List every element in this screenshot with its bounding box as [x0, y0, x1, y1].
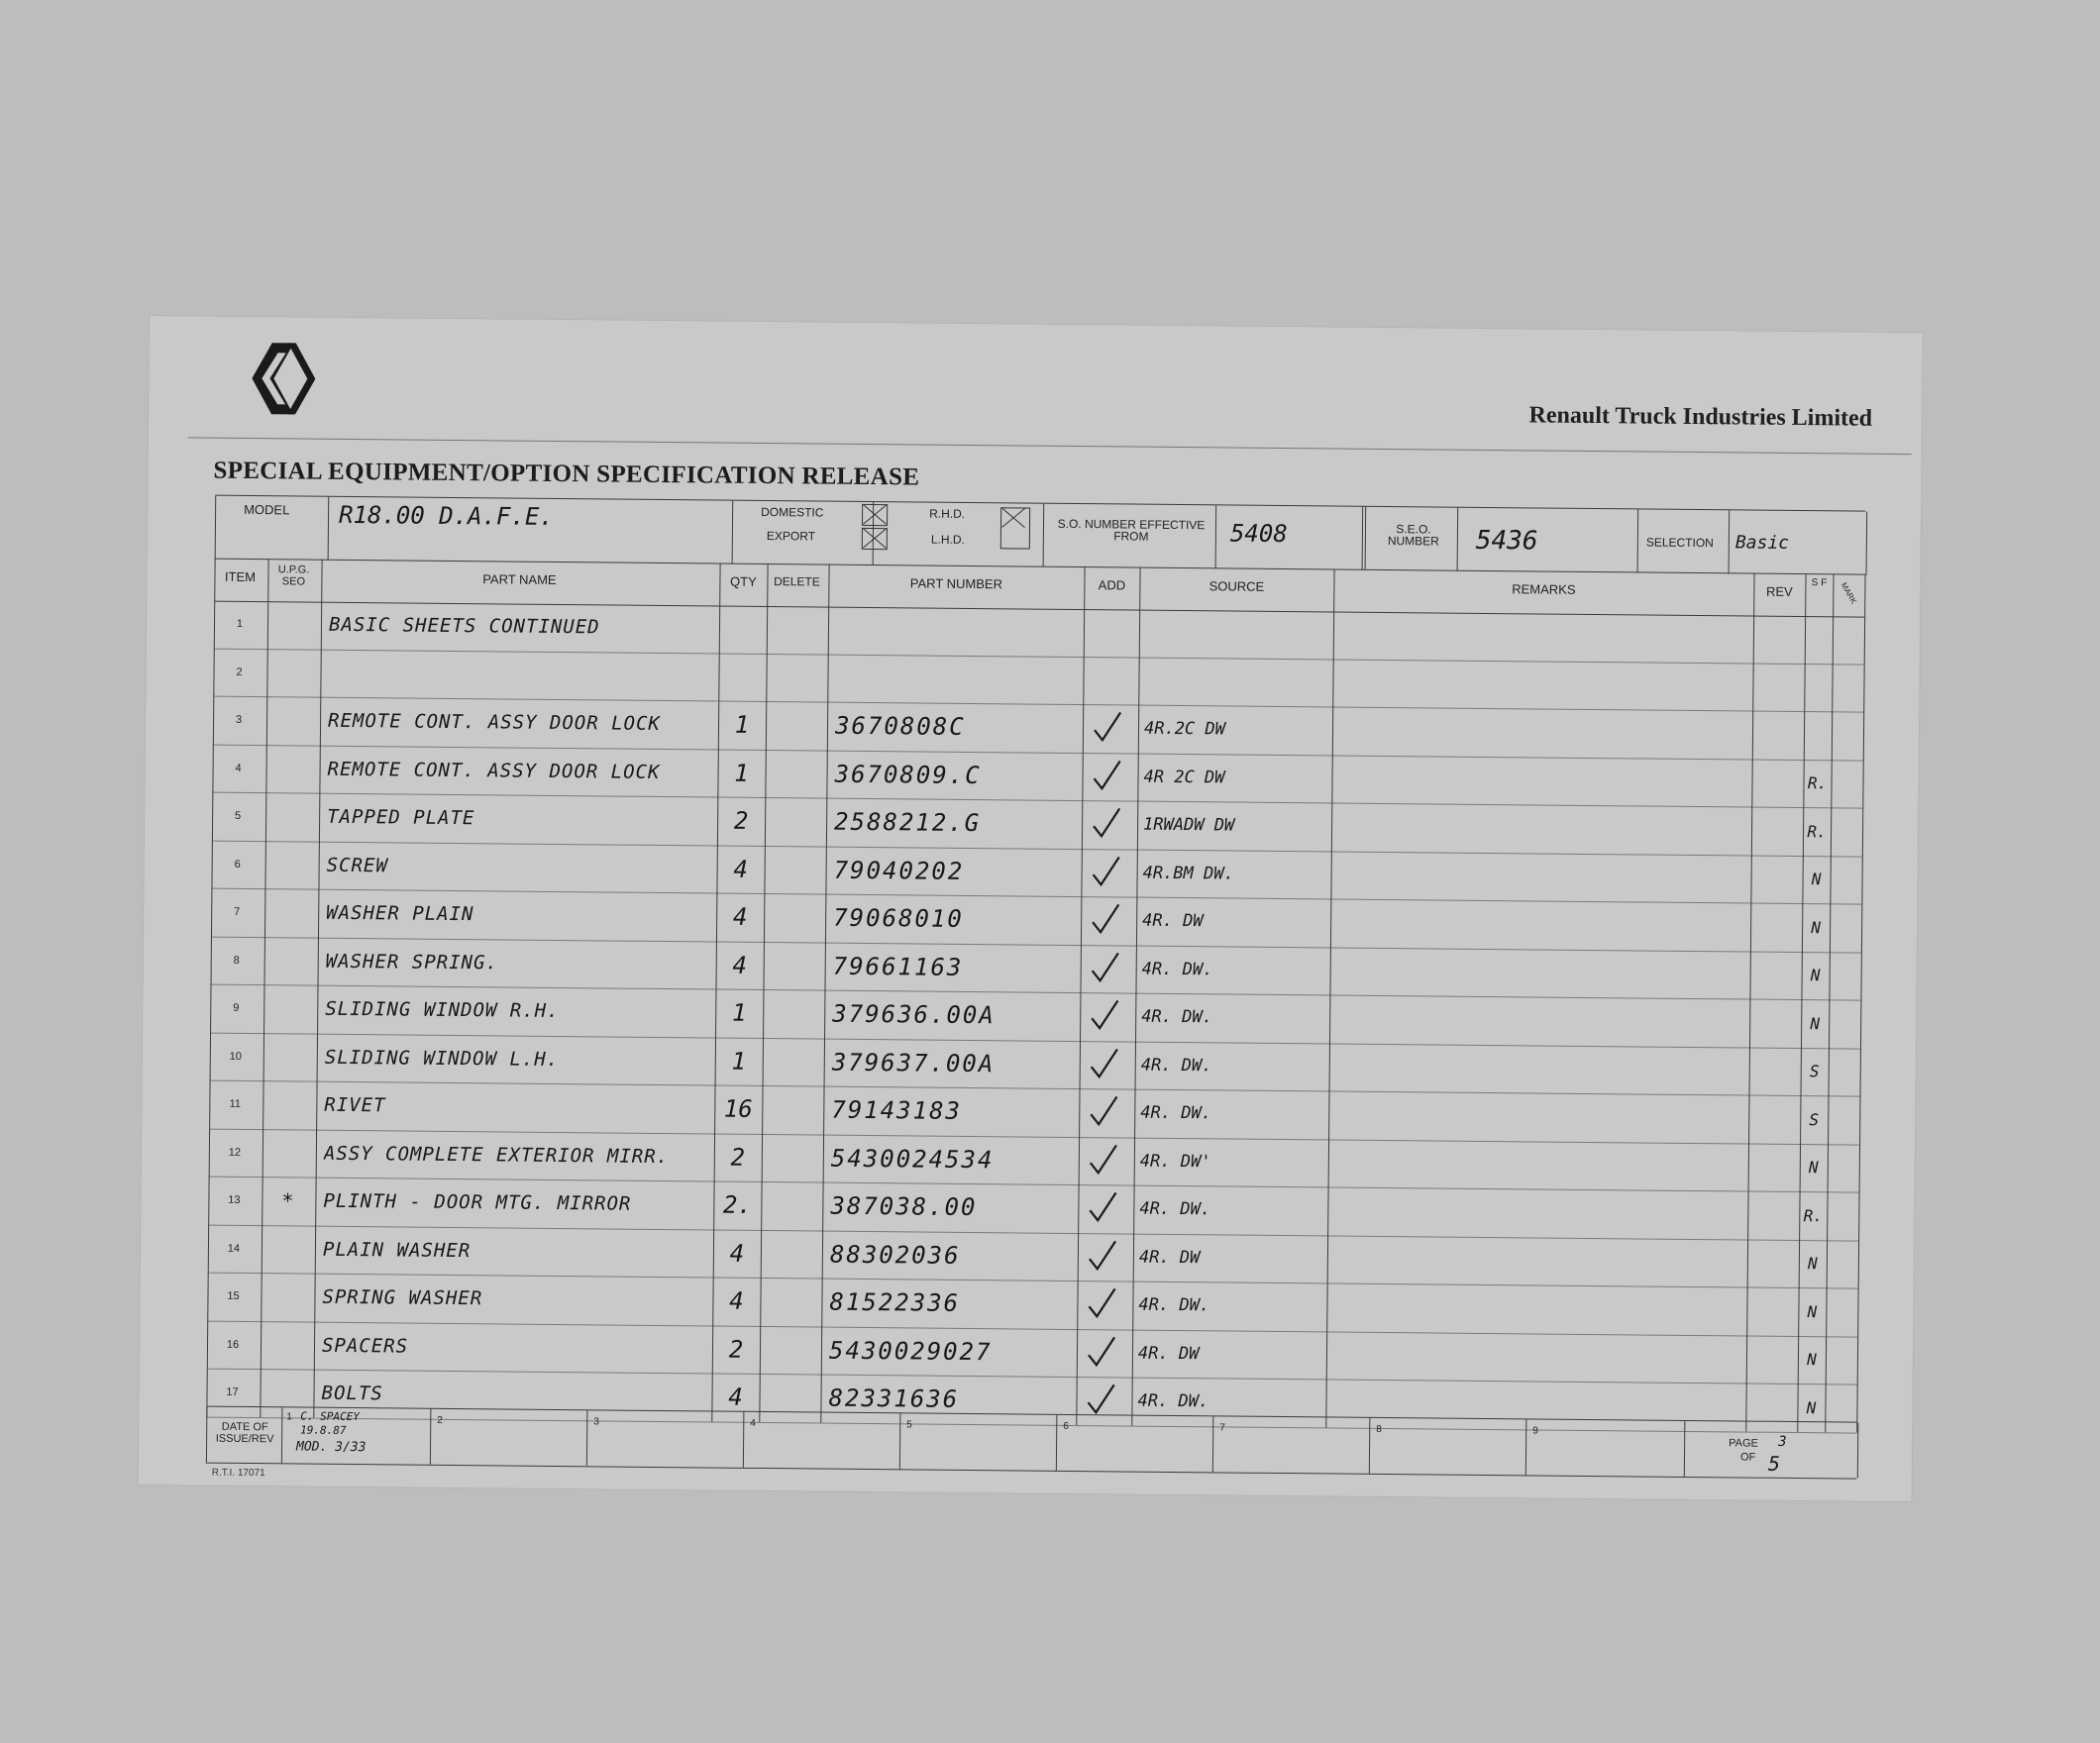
qty-cell: 1: [734, 759, 749, 787]
upg-seo-cell: [261, 1273, 312, 1320]
add-checkmark-icon: [1091, 855, 1120, 888]
model-label-cell: [215, 496, 330, 561]
col-rev: REV: [1765, 583, 1793, 599]
rev-slot-2-number: 2: [437, 1414, 443, 1426]
sf-cell: N: [1806, 1397, 1817, 1417]
upg-seo-cell: [266, 696, 318, 744]
col-qty: QTY: [729, 573, 757, 589]
selection-value: Basic: [1734, 532, 1790, 554]
rev1-name: C. SPACEY: [300, 1409, 361, 1424]
sf-cell: N: [1807, 1350, 1817, 1370]
part-name-cell: TAPPED PLATE: [327, 805, 475, 830]
add-checkmark-icon: [1088, 1190, 1117, 1224]
item-cell: 8: [233, 954, 240, 967]
rev-slot-5: [899, 1413, 1058, 1471]
seo-number-value: 5436: [1475, 525, 1538, 557]
part-number-cell: 379637.00A: [831, 1048, 996, 1077]
qty-cell: 4: [729, 1239, 745, 1268]
date-of-issue-label: DATE OF ISSUE/REV: [215, 1420, 274, 1446]
qty-cell: 1: [731, 998, 747, 1027]
source-cell: 4R. DW.: [1140, 1102, 1212, 1124]
part-name-cell: WASHER SPRING.: [325, 950, 499, 974]
part-name-cell: REMOTE CONT. ASSY DOOR LOCK: [327, 758, 661, 783]
upg-seo-cell: [261, 1321, 312, 1369]
add-checkmark-icon: [1087, 1335, 1116, 1369]
col-item: ITEM: [224, 568, 257, 585]
page-label: PAGE: [1729, 1437, 1758, 1450]
add-checkmark-icon: [1088, 1239, 1117, 1273]
part-number-cell: [836, 606, 1084, 656]
source-cell: 4R. DW.: [1138, 1294, 1210, 1316]
item-cell: 16: [226, 1338, 240, 1351]
part-name-cell: SPACERS: [321, 1334, 409, 1358]
page-cell: [1684, 1421, 1859, 1479]
of-value: 5: [1767, 1451, 1781, 1476]
item-cell: 14: [227, 1242, 241, 1255]
top-rule: [188, 437, 1912, 455]
sf-cell: N: [1811, 870, 1822, 889]
source-cell: 4R. DW: [1142, 910, 1204, 932]
rev1-mod: MOD. 3/33: [295, 1439, 367, 1456]
upg-seo-cell: [264, 888, 316, 936]
part-name-cell: BOLTS: [321, 1382, 383, 1405]
renault-logo-icon: [248, 341, 320, 417]
qty-cell: 4: [732, 902, 748, 931]
col-mark: MARK: [1838, 580, 1858, 606]
domestic-export-cell: [732, 501, 855, 565]
col-remarks: REMARKS: [1512, 581, 1576, 597]
seo-number-label-cell: [1362, 507, 1462, 571]
sf-cell: S: [1809, 1062, 1820, 1081]
so-number-label-cell: [1043, 504, 1217, 569]
qty-cell: 4: [728, 1383, 743, 1411]
so-number-value: 5408: [1229, 519, 1288, 549]
source-cell: 4R.BM DW.: [1142, 863, 1234, 884]
qty-cell: 1: [734, 710, 750, 739]
item-cell: 13: [228, 1193, 241, 1206]
part-number-cell: 88302036: [829, 1240, 961, 1270]
part-number-cell: 81522336: [829, 1287, 961, 1317]
upg-seo-cell: [264, 937, 316, 984]
col-add: ADD: [1098, 577, 1126, 593]
rev-slot-6: [1056, 1415, 1214, 1473]
source-cell: 4R. DW.: [1141, 1006, 1212, 1028]
add-checkmark-icon: [1090, 998, 1119, 1032]
rev1-date: 19.8.87: [300, 1423, 347, 1437]
so-number-value-cell: [1215, 505, 1364, 569]
qty-cell: 1: [731, 1047, 747, 1076]
page-value: 3: [1778, 1433, 1787, 1450]
col-source: SOURCE: [1208, 578, 1265, 594]
item-cell: 3: [235, 713, 243, 726]
part-number-cell: 2588212.G: [833, 807, 982, 838]
qty-cell: 2: [730, 1143, 746, 1172]
part-name-cell: SLIDING WINDOW R.H.: [325, 997, 560, 1023]
rhd-lhd-cell: [873, 502, 1033, 567]
upg-seo-cell: [263, 984, 315, 1032]
sf-cell: N: [1808, 1158, 1819, 1178]
upg-seo-cell: [266, 649, 318, 696]
rev-slot-6-number: 6: [1063, 1420, 1069, 1432]
rhd-lhd-checkbox: [1000, 507, 1030, 549]
part-number-cell: [835, 654, 1083, 703]
col-sf: S F: [1811, 577, 1828, 589]
selection-label: SELECTION: [1645, 535, 1714, 551]
form-sheet: [138, 315, 1924, 1502]
upg-seo-cell: [265, 745, 317, 792]
part-number-cell: 5430029027: [828, 1336, 993, 1366]
upg-seo-cell: [265, 792, 317, 840]
part-number-cell: 5430024534: [830, 1144, 995, 1174]
qty-cell: 4: [729, 1286, 744, 1315]
add-checkmark-icon: [1091, 951, 1120, 984]
item-cell: 12: [228, 1146, 242, 1159]
source-cell: 4R.2C DW: [1143, 718, 1226, 740]
rev-slot-7: [1212, 1416, 1371, 1474]
part-name-cell: BASIC SHEETS CONTINUED: [328, 613, 600, 639]
item-cell: 7: [234, 905, 241, 918]
rev-slot-9: [1525, 1419, 1686, 1477]
part-number-cell: 79661163: [832, 952, 964, 981]
part-name-cell: REMOTE CONT. ASSY DOOR LOCK: [327, 709, 662, 735]
part-name-cell: SCREW: [326, 854, 388, 876]
upg-seo-cell: [264, 841, 316, 888]
rev-slot-1: [281, 1407, 432, 1464]
add-checkmark-icon: [1086, 1383, 1115, 1416]
source-cell: 4R. DW.: [1141, 959, 1213, 979]
source-cell: 1RWADW DW: [1143, 814, 1235, 836]
qty-cell: 2: [733, 806, 749, 835]
so-number-label: S.O. NUMBER EFFECTIVE FROM: [1057, 516, 1206, 544]
sf-cell: N: [1810, 1013, 1821, 1033]
item-cell: 11: [229, 1097, 242, 1110]
rev-slot-4-number: 4: [750, 1417, 756, 1429]
add-checkmark-icon: [1092, 806, 1121, 840]
sf-cell: N: [1807, 1301, 1818, 1321]
source-cell: [1144, 657, 1332, 706]
item-cell: 15: [227, 1289, 240, 1302]
form-title: SPECIAL EQUIPMENT/OPTION SPECIFICATION RELEASE: [213, 457, 920, 491]
part-name-cell: [328, 649, 716, 700]
source-cell: 4R. DW.: [1140, 1055, 1212, 1076]
part-number-cell: 79040202: [833, 856, 965, 885]
upg-seo-cell: [262, 1080, 314, 1128]
model-label: MODEL: [244, 501, 290, 518]
part-number-cell: 82331636: [828, 1384, 960, 1413]
qty-cell: 2.: [722, 1190, 752, 1219]
upg-seo-cell: [263, 1033, 315, 1080]
rev-slot-3-number: 3: [593, 1416, 599, 1428]
add-checkmark-icon: [1092, 759, 1121, 792]
sf-cell: [1805, 615, 1833, 663]
sf-cell: [1804, 664, 1832, 711]
part-number-cell: 3670809.C: [834, 760, 982, 789]
add-checkmark-icon: [1089, 1094, 1118, 1128]
part-name-cell: PLINTH - DOOR MTG. MIRROR: [323, 1189, 632, 1215]
add-checkmark-icon: [1093, 710, 1122, 744]
sf-cell: [1804, 711, 1832, 759]
rev-slot-7-number: 7: [1219, 1422, 1225, 1434]
qty-cell: [718, 653, 766, 700]
part-name-cell: SPRING WASHER: [322, 1285, 483, 1310]
part-name-cell: SLIDING WINDOW L.H.: [324, 1046, 560, 1071]
export-label: EXPORT: [766, 528, 816, 544]
item-cell: 1: [236, 617, 244, 630]
rhd-label: R.H.D.: [929, 506, 966, 521]
of-label: OF: [1739, 1451, 1756, 1464]
form-reference: R.T.I. 17071: [211, 1467, 265, 1480]
sf-cell: N: [1810, 966, 1821, 985]
source-cell: 4R. DW: [1138, 1247, 1201, 1268]
sf-cell: R.: [1807, 821, 1827, 841]
part-name-cell: ASSY COMPLETE EXTERIOR MIRR.: [323, 1142, 670, 1168]
upg-seo-cell: [262, 1129, 314, 1177]
add-checkmark-icon: [1089, 1143, 1118, 1177]
date-label-cell: [206, 1407, 283, 1464]
col-part-name: PART NAME: [482, 571, 557, 587]
seo-number-label: S.E.O. NUMBER: [1387, 522, 1439, 549]
qty-cell: [719, 605, 767, 653]
company-name: Renault Truck Industries Limited: [1528, 402, 1873, 432]
item-cell: 10: [229, 1050, 243, 1063]
sf-cell: S: [1809, 1109, 1820, 1129]
upg-seo-cell: [262, 1225, 313, 1273]
upg-seo-cell: [267, 600, 319, 648]
upg-seo-cell: *: [281, 1188, 294, 1213]
item-cell: 4: [235, 762, 242, 774]
item-cell: 6: [234, 858, 241, 871]
source-cell: 4R. DW': [1139, 1151, 1211, 1172]
rev-slot-1-number: 1: [286, 1411, 292, 1423]
part-number-cell: 79143183: [831, 1095, 963, 1125]
sf-cell: N: [1811, 917, 1822, 937]
part-name-cell: RIVET: [324, 1093, 386, 1117]
part-name-cell: PLAIN WASHER: [322, 1238, 472, 1262]
col-part-number: PART NUMBER: [909, 575, 1003, 592]
item-cell: 5: [235, 809, 242, 822]
lhd-label: L.H.D.: [930, 532, 965, 547]
rev-slot-9-number: 9: [1532, 1425, 1538, 1437]
qty-cell: 4: [733, 855, 749, 883]
add-checkmark-icon: [1087, 1286, 1116, 1320]
source-cell: [1145, 609, 1333, 659]
source-cell: 4R. DW.: [1139, 1198, 1211, 1220]
part-number-cell: 379636.00A: [832, 999, 996, 1030]
rev-slot-2: [430, 1409, 588, 1467]
part-number-cell: 79068010: [833, 903, 964, 933]
selection-value-cell: [1729, 510, 1868, 574]
source-cell: 4R. DW.: [1137, 1390, 1209, 1412]
add-checkmark-icon: [1090, 1047, 1119, 1080]
qty-cell: 16: [723, 1094, 753, 1123]
item-cell: 17: [226, 1385, 239, 1398]
source-cell: 4R. DW: [1137, 1343, 1200, 1364]
qty-cell: 4: [732, 951, 748, 979]
part-number-cell: 387038.00: [830, 1191, 978, 1222]
add-checkmark-icon: [1091, 902, 1120, 936]
col-upg-seo: U.P.G. SEO: [277, 564, 310, 588]
rev-slot-3: [586, 1410, 745, 1468]
rev-slot-4: [743, 1412, 901, 1470]
selection-label-cell: [1637, 509, 1731, 573]
item-cell: 2: [236, 666, 243, 678]
seo-number-value-cell: [1457, 508, 1639, 573]
rev-slot-8: [1369, 1418, 1527, 1476]
part-number-cell: 3670808C: [834, 711, 966, 741]
source-cell: 4R 2C DW: [1143, 767, 1225, 787]
model-value-cell: [328, 497, 734, 564]
model-value: R18.00 D.A.F.E.: [338, 500, 554, 531]
sf-cell: R.: [1807, 773, 1828, 793]
domestic-label: DOMESTIC: [761, 504, 824, 520]
rev-slot-8-number: 8: [1376, 1423, 1382, 1436]
part-name-cell: WASHER PLAIN: [326, 901, 474, 926]
qty-cell: 2: [728, 1335, 744, 1364]
rev-slot-5-number: 5: [906, 1419, 912, 1431]
sf-cell: R.: [1803, 1205, 1824, 1225]
col-delete: DELETE: [774, 574, 820, 589]
item-cell: 9: [233, 1001, 240, 1014]
sf-cell: N: [1807, 1254, 1818, 1274]
